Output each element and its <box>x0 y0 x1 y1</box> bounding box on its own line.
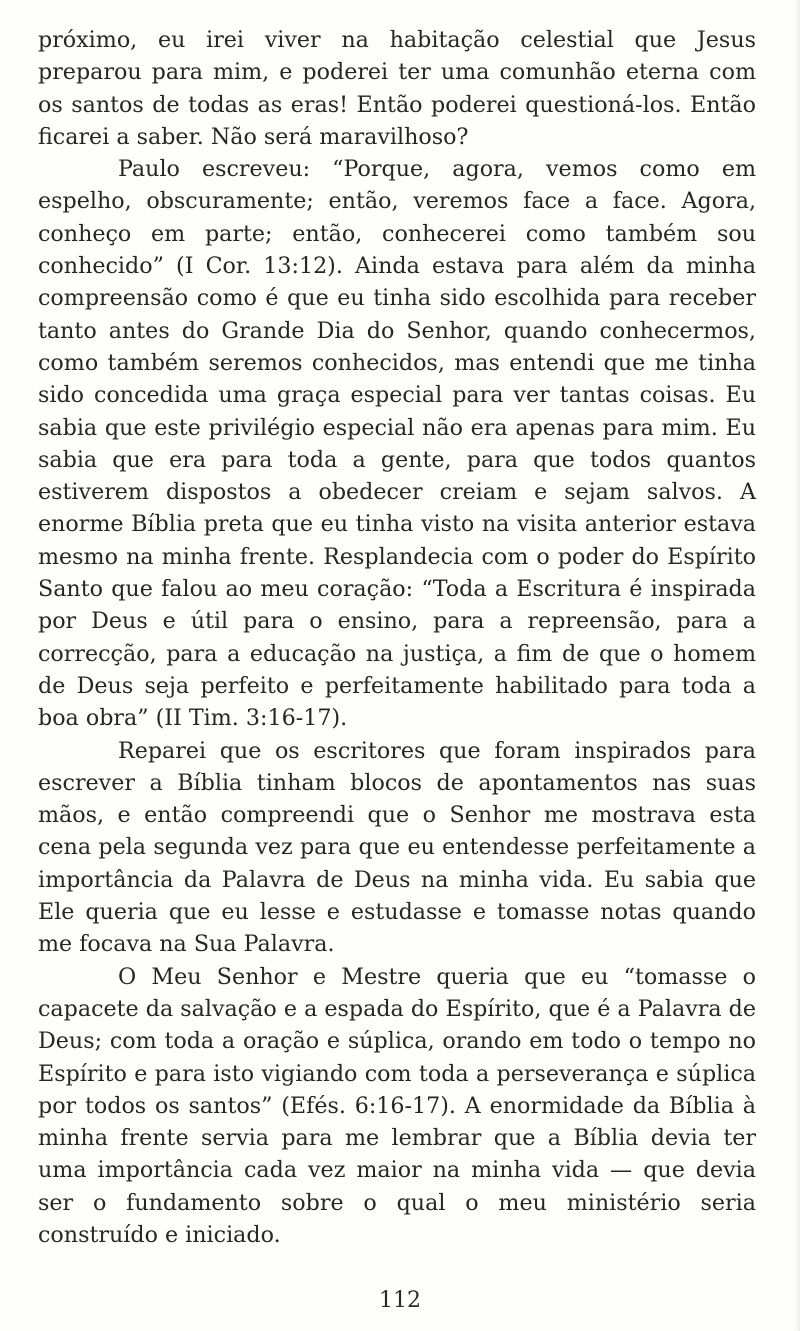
page-edge-shadow <box>794 0 800 1331</box>
paragraph-3: Reparei que os escritores que foram inspirados para escrever a Bíblia tinham blocos de apontamentos nas suas mãos, e então compreendi que o Senhor me mostrava esta cena pela segunda vez para que eu entendesse perfeitamente a importância da Palavra de Deus na minha vida. Eu sabia que Ele queria que eu lesse e estudasse e tomasse notas quando me focava na Sua Palavra. <box>38 737 756 958</box>
body-text <box>38 24 756 1251</box>
paragraph-1: próximo, eu irei viver na habitação celestial que Jesus preparou para mim, e poderei ter uma comunhão eterna com os santos de todas as eras! Então poderei questioná-los. Então ficarei a saber. Não será maravilhoso? <box>38 27 756 150</box>
paragraph-2: Paulo escreveu: “Porque, agora, vemos como em espelho, obscuramente; então, veremos face a face. Agora, conheço em parte; então, conhecerei como também sou conhecido” (I Cor. 13:12). Ainda estava para além da minha compreensão como é que eu tinha sido escolhida para receber tanto antes do Grande Dia do Senhor, quando conhecermos, como também seremos conhecidos, mas entendi que me tinha sido concedida uma graça especial para ver tantas coisas. Eu sabia que este privilégio especial não era apenas para mim. Eu sabia que era para toda a gente, para que todos quantos estiverem dispostos a obedecer creiam e sejam salvos. A enorme Bíblia preta que eu tinha visto na visita anterior estava mesmo na minha frente. Resplandecia com o poder do Espírito Santo que falou ao meu coração: “Toda a Escritura é inspirada por Deus e útil para o ensino, para a repreensão, para a correcção, para a educação na justiça, a fim de que o homem de Deus seja perfeito e perfeitamente habilitado para toda a boa obra” (II Tim. 3:16-17). <box>38 156 756 732</box>
page-number: 112 <box>379 1288 421 1313</box>
paragraph-4: O Meu Senhor e Mestre queria que eu “tomasse o capacete da salvação e a espada do Espírito, que é a Palavra de Deus; com toda a oração e súplica, orando em todo o tempo no Espírito e para isto vigiando com toda a perseverança e súplica por todos os santos” (Efés. 6:16-17). A enormidade da Bíblia à minha frente servia para me lembrar que a Bíblia devia ter uma importância cada vez maior na minha vida — que devia ser o fundamento sobre o qual o meu ministério seria construído e iniciado. <box>38 963 756 1248</box>
